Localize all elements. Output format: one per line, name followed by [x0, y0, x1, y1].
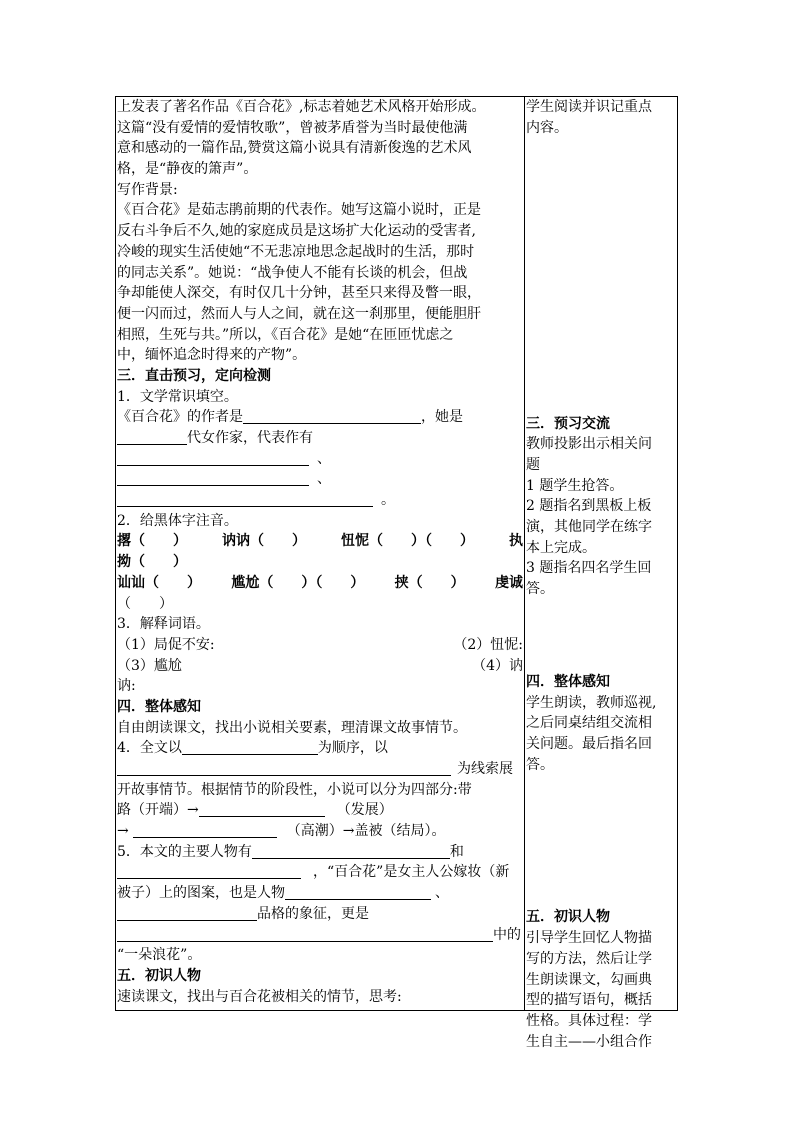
q4-text: 路（开端）→ — [117, 802, 199, 819]
side-column — [526, 97, 678, 1052]
background-line: 《百合花》是茹志鹃前期的代表作。她写这篇小说时，正是 — [117, 202, 481, 219]
blank-work-2[interactable] — [117, 470, 309, 486]
intro-line: 这篇“没有爱情的爱情牧歌”，曾被茅盾誉为当时最使他满 — [117, 119, 468, 136]
main-column — [117, 97, 523, 1007]
blank-quality-1[interactable] — [285, 884, 431, 900]
blank-era[interactable] — [117, 429, 187, 445]
q4-text: 为顺序，以 — [317, 740, 388, 757]
question-1-line — [117, 449, 523, 470]
question-4-line — [117, 738, 523, 759]
q4-text: → — [117, 823, 129, 840]
q4-text: 4．全文以 — [117, 740, 182, 757]
q5-text: 中的 — [493, 926, 521, 943]
side-title-whole: 四．整体感知 — [526, 673, 610, 690]
blank-character-2[interactable] — [117, 863, 301, 879]
pinyin-item: 讪讪（ ） — [117, 574, 201, 591]
question-1-line — [117, 428, 523, 449]
side-text: 题 — [526, 457, 540, 473]
side-text: 学生阅读并识记重点 — [526, 99, 652, 115]
side-text: 本上完成。 — [526, 539, 596, 556]
background-line: 争却能使人深交，有时仅几十分钟，甚至只来得及瞥一眼， — [117, 285, 481, 302]
q5-text: 被子）上的图案，也是人物 — [117, 885, 285, 902]
background-line: 中，缅怀追念时得来的产物”。 — [117, 347, 307, 364]
question-5-line — [117, 904, 523, 925]
side-title-characters: 五．初识人物 — [526, 909, 610, 926]
question-2-row — [117, 531, 523, 552]
blank-order[interactable] — [182, 739, 318, 755]
blank-development[interactable] — [199, 801, 325, 817]
blank-climax[interactable] — [133, 822, 277, 838]
pinyin-item: （ ） — [117, 595, 173, 612]
question-2-row — [117, 573, 523, 594]
question-3-label: 3．解释词语。 — [117, 616, 210, 633]
pinyin-item: 撂（ ） — [117, 533, 187, 550]
question-5-line — [117, 925, 523, 946]
side-title-preview: 三．预习交流 — [526, 415, 610, 432]
side-text: 引导学生回忆人物描 — [526, 930, 652, 947]
pinyin-item: 挟（ ） — [394, 574, 465, 591]
pinyin-item: 拗（ ） — [117, 554, 187, 571]
side-text: 教师投影出示相关问 — [526, 436, 652, 453]
q1-text: ，她是 — [421, 409, 463, 426]
question-3-row — [117, 656, 523, 677]
q4-text: （高潮）→盖被（结局）。 — [286, 823, 446, 840]
side-text: 答。 — [526, 581, 554, 598]
side-text: 型的描写语句，概括 — [526, 992, 652, 1009]
q5-text: 、 — [435, 885, 449, 902]
question-3-row — [117, 635, 523, 656]
side-text: 3 题指名四名学生回 — [526, 560, 652, 577]
define-item: （1）局促不安: — [117, 636, 215, 653]
background-title: 写作背景: — [117, 181, 178, 198]
question-1-line — [117, 490, 523, 511]
side-text: 生朗读课文，勾画典 — [526, 971, 652, 988]
question-4-line — [117, 821, 523, 842]
q5-text: 和 — [449, 843, 464, 860]
question-5-line — [117, 883, 523, 904]
section-4-intro: 自由朗读课文，找出小说相关要素，理清课文故事情节。 — [117, 719, 467, 736]
intro-line: 上发表了著名作品《百合花》,标志着她艺术风格开始形成。 — [117, 99, 486, 115]
side-text: 2 题指名到黑板上板 — [526, 498, 652, 515]
q1-text: 。 — [381, 492, 395, 509]
column-divider — [524, 96, 525, 1011]
side-text: 学生朗读，教师巡视, — [526, 694, 657, 711]
q5-text: 品格的象征，更是 — [257, 905, 369, 922]
background-line: 便一闪而过，然而人与人之间，就在这一刹那里，便能胆肝 — [117, 305, 481, 322]
question-1-label: 1．文学常识填空。 — [117, 388, 238, 405]
background-line: 冷峻的现实生活使她“不无悲凉地思念起战时的生活，那时 — [117, 243, 475, 260]
define-item: （3）尴尬 — [117, 657, 182, 674]
side-text: 演，其他同学在练字 — [526, 519, 652, 536]
section-4-title: 四．整体感知 — [117, 698, 201, 715]
side-text: 之后同桌结组交流相 — [526, 715, 652, 732]
blank-clue[interactable] — [117, 760, 451, 776]
side-text: 答。 — [526, 756, 554, 773]
question-4-line — [117, 759, 523, 780]
q1-text: 、 — [317, 471, 331, 488]
question-5-line — [117, 842, 523, 863]
q4-text: 为线索展 — [457, 761, 513, 777]
side-text: 1 题学生抢答。 — [526, 477, 624, 494]
q1-text: 《百合花》的作者是 — [117, 409, 243, 426]
section-5-title: 五．初识人物 — [117, 967, 201, 984]
question-4-line — [117, 800, 523, 821]
pinyin-item: 忸怩（ ）（ ） — [341, 533, 474, 550]
side-text: 写的方法，然后让学 — [526, 950, 652, 967]
question-1-line — [117, 469, 523, 490]
q5-text: 5．本文的主要人物有 — [117, 843, 252, 860]
q1-text: 、 — [317, 450, 331, 467]
define-item: （4）讷 — [472, 657, 523, 674]
pinyin-item: 尴尬（ ）（ ） — [231, 574, 365, 591]
section-3-title: 三．直击预习，定向检测 — [117, 367, 271, 384]
blank-character-1[interactable] — [252, 843, 450, 859]
blank-work-1[interactable] — [117, 450, 309, 466]
q5-text: ，“百合花”是女主人公嫁妆（新 — [313, 864, 510, 881]
intro-line: 意和感动的一篇作品,赞赏这篇小说具有清新俊逸的艺术风 — [117, 140, 472, 157]
define-item: （2）忸怩: — [453, 636, 523, 653]
background-line: 的同志关系”。她说：“战争使人不能有长谈的机会，但战 — [117, 264, 468, 281]
blank-work-3[interactable] — [117, 491, 373, 507]
section-5-intro: 速读课文，找出与百合花被相关的情节，思考: — [117, 988, 402, 1005]
pinyin-item: 讷讷（ ） — [222, 533, 306, 550]
background-line: 相照，生死与共。”所以，《百合花》是她“在匝匝忧虑之 — [117, 326, 454, 343]
blank-quality-2[interactable] — [117, 905, 257, 921]
blank-symbol[interactable] — [117, 926, 493, 942]
side-text: 关问题。最后指名回 — [526, 735, 652, 752]
question-5-line — [117, 862, 523, 883]
intro-line: 格，是“静夜的箫声”。 — [117, 161, 258, 178]
define-item: 讷: — [117, 678, 136, 695]
background-line: 反右斗争后不久,她的家庭成员是这场扩大化运动的受害者, — [117, 223, 476, 240]
question-1-line — [117, 407, 523, 428]
q4-text: （发展） — [336, 802, 393, 819]
question-2-label: 2．给黑体字注音。 — [117, 512, 238, 529]
q1-text: 代女作家，代表作有 — [187, 430, 313, 446]
pinyin-item: 虔诚 — [494, 574, 523, 591]
side-text: 性格。具体过程：学 — [526, 1012, 652, 1029]
side-text: 生自主——小组合作 — [526, 1033, 652, 1050]
pinyin-item: 执 — [509, 533, 523, 550]
side-text: 内容。 — [526, 119, 568, 136]
question-5-line: “一朵浪花”。 — [117, 947, 202, 964]
question-4-line: 开故事情节。根据情节的阶段性，小说可以分为四部分:带 — [117, 781, 472, 798]
blank-author[interactable] — [243, 408, 421, 424]
